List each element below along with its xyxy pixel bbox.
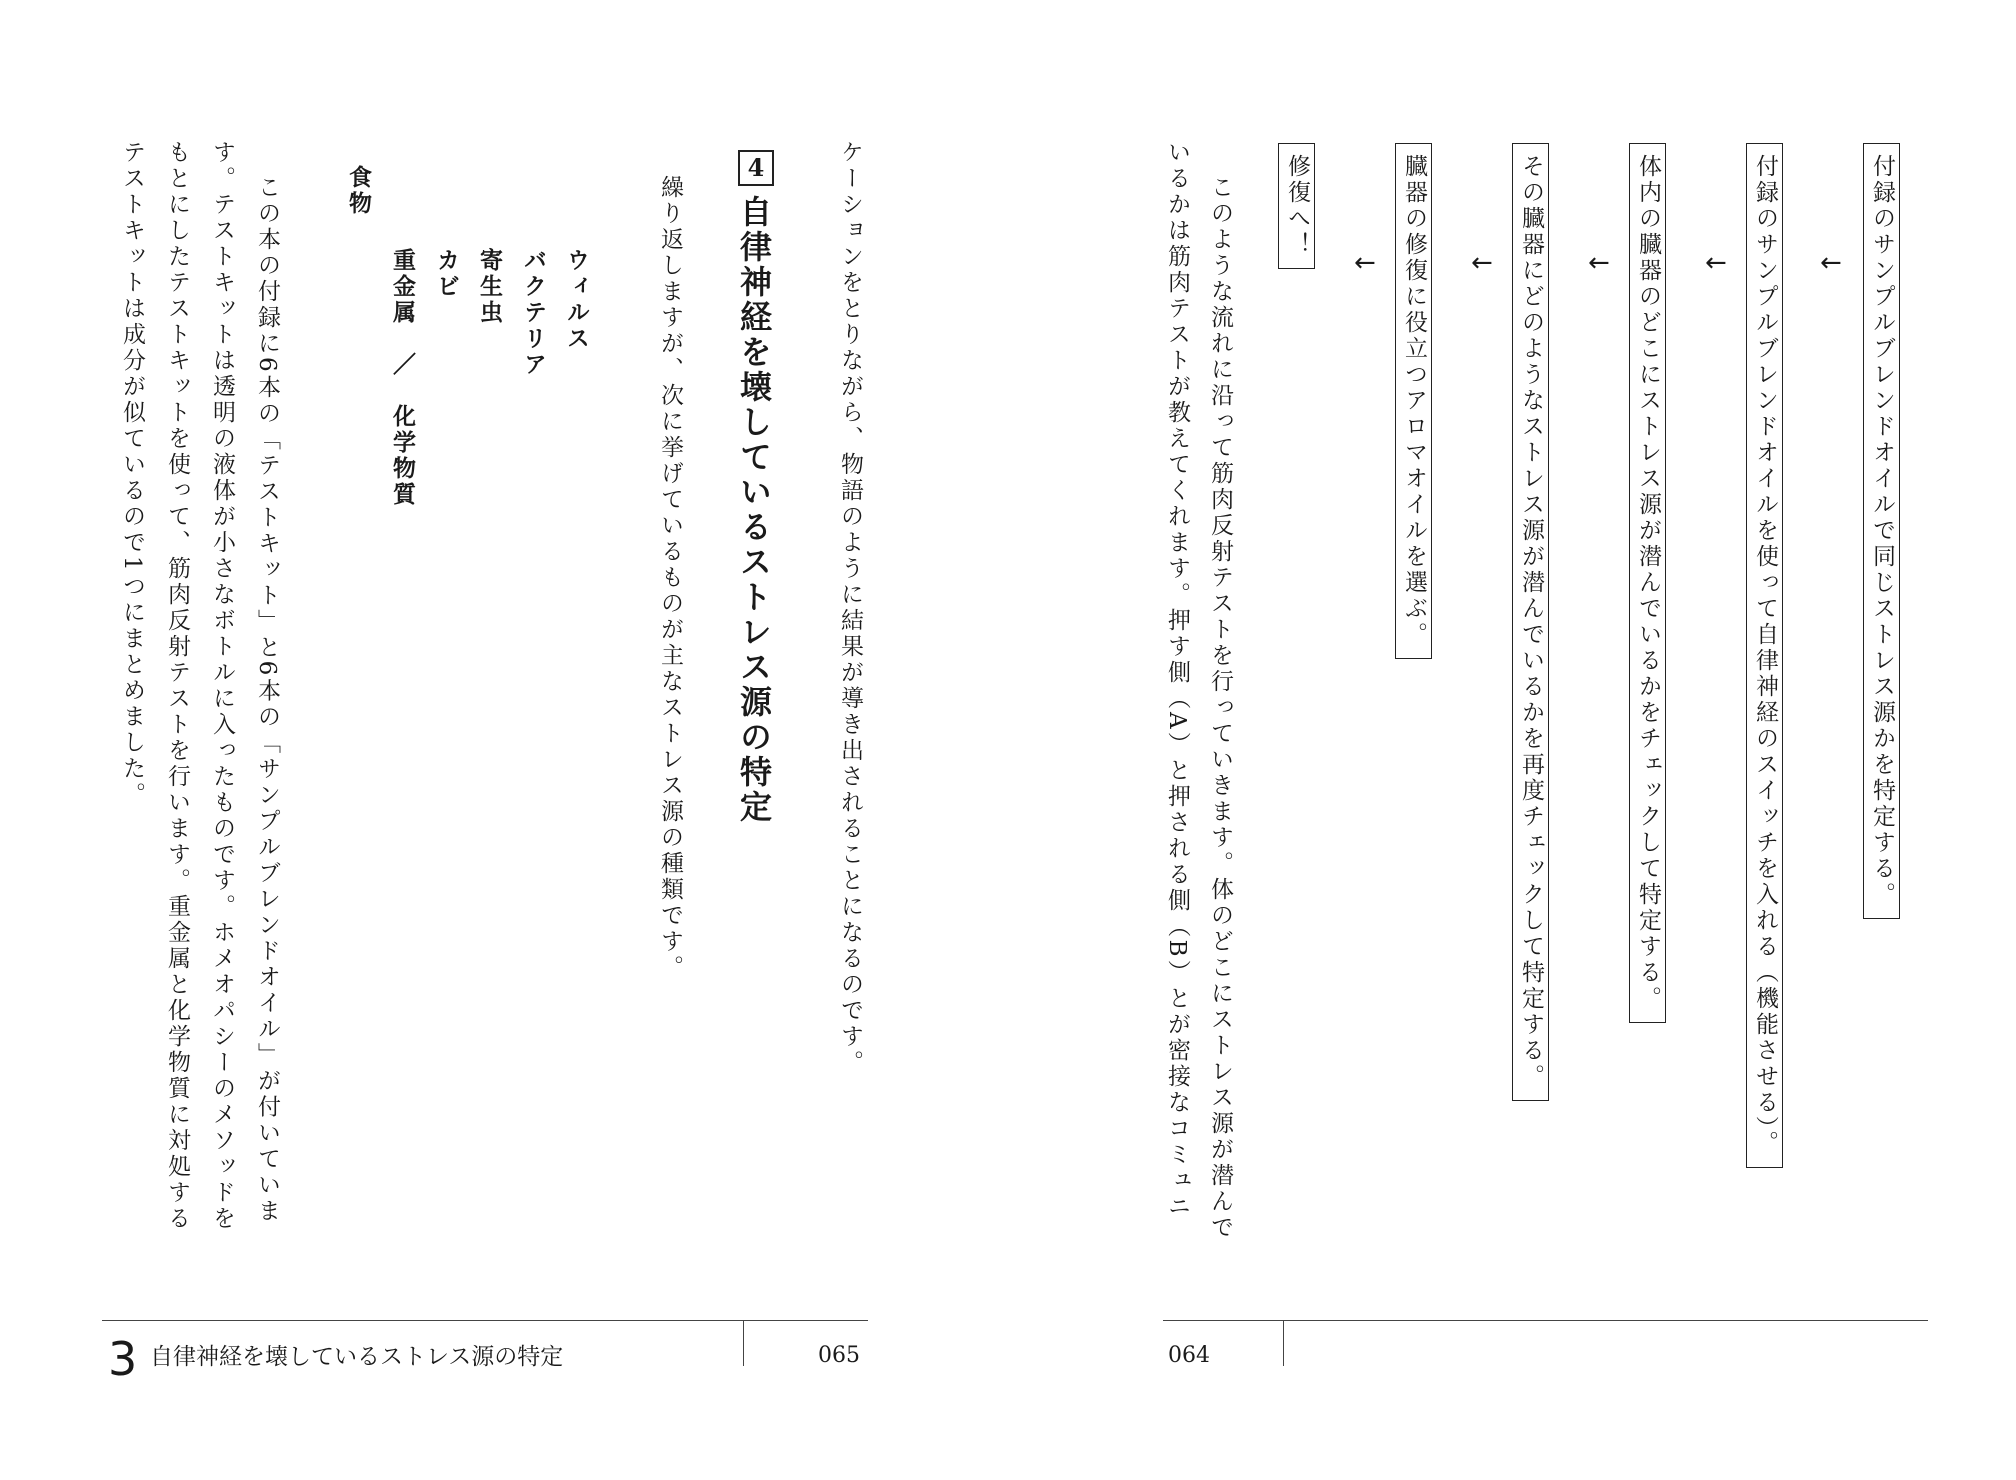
body-line: テストキットは成分が似ているので1つにまとめました。 [119, 140, 145, 808]
body-line: いるかは筋肉テストが教えてくれます。押す側（A）と押される側（B）とが密接なコミュニ [1164, 140, 1190, 1220]
stress-source-item: バクテリア [520, 248, 547, 378]
left-arrow-icon: ← [1705, 248, 1727, 278]
footer-rule [102, 1320, 868, 1321]
left-arrow-icon: ← [1354, 248, 1376, 278]
flow-step-3: 体内の臓器のどこにストレス源が潜んでいるかをチェックして特定する。 [1629, 143, 1666, 1023]
page-number: 065 [818, 1343, 860, 1368]
intro-text: 繰り返しますが、次に挙げているものが主なストレス源の種類です。 [657, 175, 683, 981]
flow-step-5: 臓器の修復に役立つアロマオイルを選ぶ。 [1395, 143, 1432, 659]
footer-chapter-title: 自律神経を壊しているストレス源の特定 [150, 1344, 564, 1370]
body-line: す。テストキットは透明の液体が小さなボトルに入ったものです。ホメオパシーのメソッドを [209, 140, 235, 1232]
continued-text: ケーションをとりながら、物語のように結果が導き出されることになるのです。 [837, 140, 863, 1076]
stress-source-item: カビ [433, 248, 460, 300]
flow-step-1: 付録のサンプルブレンドオイルで同じストレス源かを特定する。 [1863, 143, 1900, 919]
left-arrow-icon: ← [1820, 248, 1842, 278]
left-arrow-icon: ← [1471, 248, 1493, 278]
stress-source-item: 食物 [345, 165, 372, 217]
footer-rule [1163, 1320, 1928, 1321]
flow-step-6: 修復へ！ [1278, 143, 1315, 269]
footer-chapter-number: 3 [108, 1332, 138, 1386]
footer-divider [1283, 1320, 1284, 1366]
page-number: 064 [1168, 1343, 1210, 1368]
body-line: この本の付録に6本の「テストキット」と6本の「サンプルブレンドオイル」が付いていま [254, 175, 280, 1225]
stress-source-item: 重金属 ／ 化学物質 [389, 248, 416, 508]
left-arrow-icon: ← [1588, 248, 1610, 278]
flow-step-4: その臓器にどのようなストレス源が潜んでいるかを再度チェックして特定する。 [1512, 143, 1549, 1101]
stress-source-item: ウィルス [563, 248, 590, 352]
body-line: このような流れに沿って筋肉反射テストを行っていきます。体のどこにストレス源が潜んで [1207, 175, 1233, 1241]
section-number: 4 [738, 150, 774, 186]
flow-step-2: 付録のサンプルブレンドオイルを使って自律神経のスイッチを入れる（機能させる）。 [1746, 143, 1783, 1168]
right-page [1008, 0, 2016, 1480]
footer-divider [743, 1320, 744, 1366]
section-title: 自律神経を壊しているストレス源の特定 [735, 195, 773, 825]
body-line: もとにしたテストキットを使って、筋肉反射テストを行います。重金属と化学物質に対処する [164, 140, 190, 1232]
stress-source-item: 寄生虫 [476, 248, 503, 326]
